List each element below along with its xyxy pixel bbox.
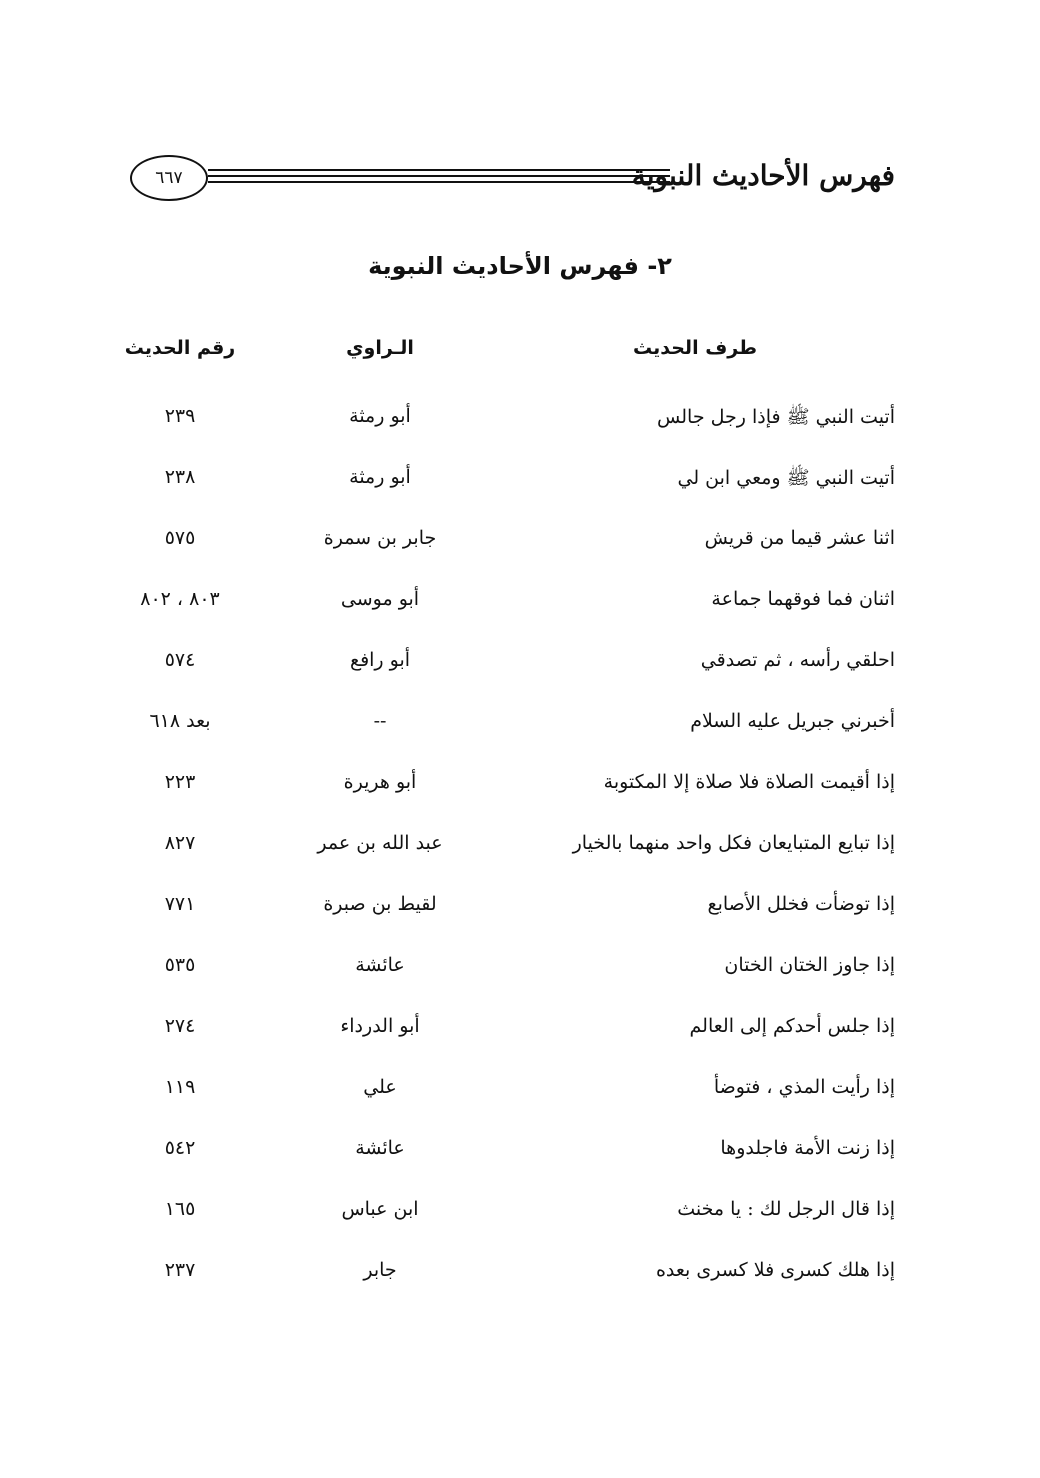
hadith-cell: أتيت النبي ﷺ ومعي ابن لي bbox=[677, 467, 895, 489]
narrator-cell: علي bbox=[363, 1076, 397, 1098]
number-cell: ٨٢٧ bbox=[164, 832, 196, 854]
narrator-cell: أبو رافع bbox=[349, 649, 411, 671]
table-row bbox=[130, 893, 895, 954]
header-rule bbox=[208, 169, 670, 171]
narrator-cell: أبو الدرداء bbox=[340, 1015, 420, 1037]
number-cell: ٥٤٢ bbox=[164, 1137, 196, 1159]
table-row bbox=[130, 771, 895, 832]
table-row bbox=[130, 588, 895, 649]
narrator-cell: أبو هريرة bbox=[343, 771, 417, 793]
number-cell: ٧٧١ bbox=[164, 893, 196, 915]
hadith-cell: إذا أقيمت الصلاة فلا صلاة إلا المكتوبة bbox=[603, 771, 895, 793]
running-header-title: فهرس الأحاديث النبوية bbox=[631, 159, 895, 192]
narrator-cell: أبو رمثة bbox=[349, 466, 411, 488]
table-row bbox=[130, 710, 895, 771]
header-rule bbox=[208, 181, 670, 183]
number-cell: ١٦٥ bbox=[164, 1198, 196, 1220]
hadith-cell: احلقي رأسه ، ثم تصدقي bbox=[700, 649, 895, 671]
number-cell: ٨٠٣ ، ٨٠٢ bbox=[140, 588, 220, 610]
number-cell: ٢٧٤ bbox=[164, 1015, 196, 1037]
number-cell: ٢٢٣ bbox=[164, 771, 196, 793]
table-header-row bbox=[124, 337, 895, 405]
hadith-cell: إذا جلس أحدكم إلى العالم bbox=[689, 1015, 895, 1037]
page-number: ٦٦٧ bbox=[130, 155, 208, 201]
number-cell: ١١٩ bbox=[164, 1076, 196, 1098]
hadith-cell: إذا رأيت المذي ، فتوضأ bbox=[713, 1076, 895, 1098]
table-row bbox=[130, 1198, 895, 1259]
running-header bbox=[130, 155, 895, 205]
narrator-cell: أبو موسى bbox=[340, 588, 420, 610]
table-row bbox=[130, 527, 895, 588]
table-row bbox=[130, 954, 895, 1015]
hadith-cell: أتيت النبي ﷺ فإذا رجل جالس bbox=[657, 406, 895, 428]
section-title bbox=[0, 252, 1040, 280]
table-row bbox=[130, 832, 895, 893]
narrator-cell: عائشة bbox=[355, 1137, 405, 1159]
hadith-cell: أخبرني جبريل عليه السلام bbox=[690, 710, 895, 732]
column-header-narrator: الـراوي bbox=[346, 337, 414, 359]
hadith-index-table bbox=[124, 337, 895, 1320]
table-row bbox=[130, 1076, 895, 1137]
hadith-cell: إذا زنت الأمة فاجلدوها bbox=[720, 1137, 895, 1159]
narrator-cell: لقيط بن صبرة bbox=[323, 893, 437, 915]
hadith-cell: إذا جاوز الختان الختان bbox=[724, 954, 895, 976]
column-header-number: رقم الحديث bbox=[124, 337, 236, 359]
column-header-hadith: طرف الحديث bbox=[633, 337, 757, 359]
number-cell: ٥٧٥ bbox=[164, 527, 196, 549]
narrator-cell: عائشة bbox=[355, 954, 405, 976]
number-cell: بعد ٦١٨ bbox=[149, 710, 211, 732]
narrator-cell: عبد الله بن عمر bbox=[317, 832, 443, 854]
header-rule bbox=[208, 175, 670, 177]
table-row bbox=[130, 1259, 895, 1320]
hadith-cell: إذا توضأت فخلل الأصابع bbox=[707, 893, 895, 915]
narrator-cell: جابر بن سمرة bbox=[323, 527, 437, 549]
number-cell: ٢٣٨ bbox=[164, 466, 196, 488]
number-cell: ٢٣٩ bbox=[164, 405, 196, 427]
hadith-cell: إذا هلك كسرى فلا كسرى بعده bbox=[655, 1259, 895, 1281]
narrator-cell: أبو رمثة bbox=[349, 405, 411, 427]
table-row bbox=[130, 1137, 895, 1198]
hadith-cell: إذا تبايع المتبايعان فكل واحد منهما بالخيار bbox=[572, 832, 895, 854]
table-row bbox=[130, 466, 895, 527]
hadith-cell: إذا قال الرجل لك : يا مخنث bbox=[677, 1198, 895, 1220]
hadith-cell: اثنا عشر قيما من قريش bbox=[704, 527, 895, 549]
table-row bbox=[130, 1015, 895, 1076]
narrator-cell: ابن عباس bbox=[341, 1198, 419, 1220]
narrator-cell: جابر bbox=[363, 1259, 397, 1281]
narrator-cell: -- bbox=[373, 710, 387, 732]
table-row bbox=[130, 649, 895, 710]
number-cell: ٢٣٧ bbox=[164, 1259, 196, 1281]
number-cell: ٥٣٥ bbox=[164, 954, 196, 976]
section-title-text: ٢- فهرس الأحاديث النبوية bbox=[368, 252, 672, 280]
table-row bbox=[130, 405, 895, 466]
number-cell: ٥٧٤ bbox=[164, 649, 196, 671]
hadith-cell: اثنان فما فوقهما جماعة bbox=[711, 588, 895, 610]
